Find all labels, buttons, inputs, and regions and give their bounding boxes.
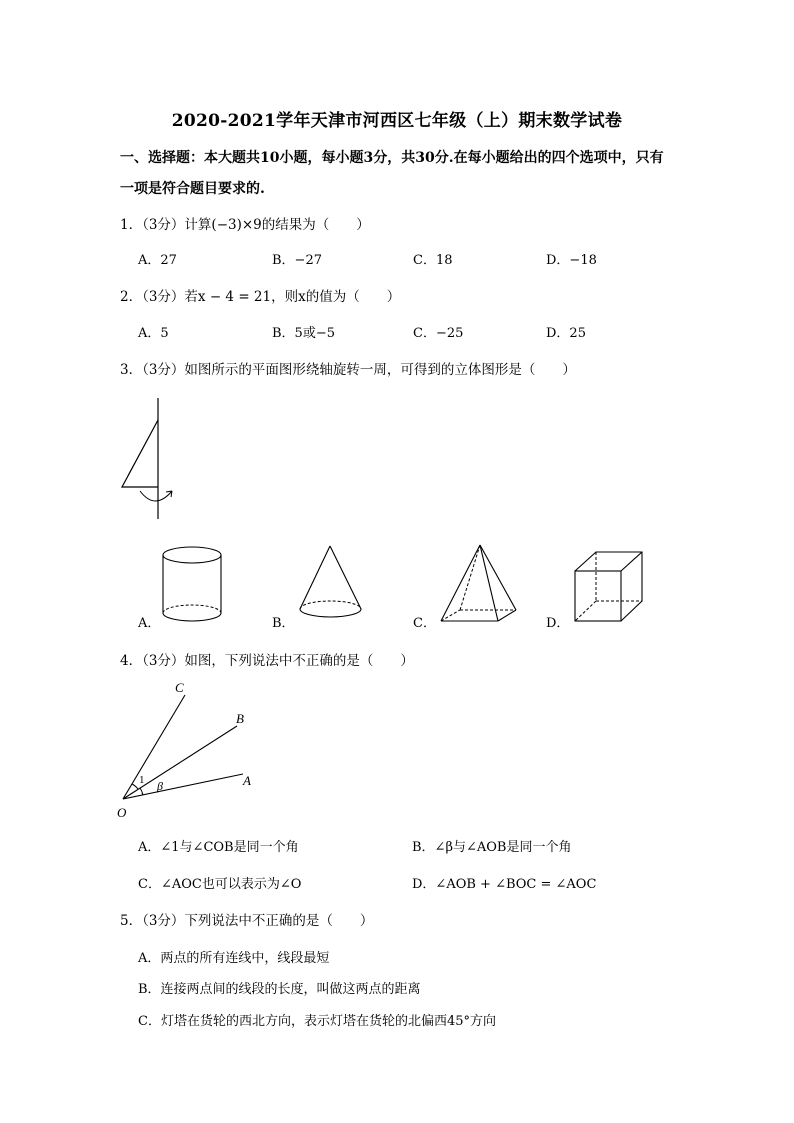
- q3-option-b: B．: [272, 616, 295, 631]
- q4-option-d: D．∠AOB + ∠BOC = ∠AOC: [412, 877, 597, 892]
- q3-option-d: D．: [546, 616, 570, 631]
- question-2-stem: 2．（3分）若x − 4 = 21，则x的值为（ ）: [120, 289, 401, 305]
- page-title: 2020-2021学年天津市河西区七年级（上）期末数学试卷: [171, 111, 623, 131]
- q2-option-c: C．−25: [413, 326, 464, 341]
- q2-option-a: A．5: [138, 326, 169, 341]
- label-c: C: [175, 680, 184, 695]
- q4-option-a: A．∠1与∠COB是同一个角: [138, 840, 299, 855]
- question-5-stem: 5．（3分）下列说法中不正确的是（ ）: [120, 913, 374, 929]
- cuboid-figure: [572, 549, 646, 625]
- label-a: A: [243, 773, 251, 788]
- q1-option-b: B．−27: [272, 253, 322, 268]
- angle-figure: [112, 678, 262, 822]
- rotation-axis-figure: [110, 395, 190, 523]
- section-heading-line1: 一、选择题：本大题共10小题，每小题3分，共30分.在每小题给出的四个选项中，只有: [120, 150, 664, 166]
- label-o: O: [117, 805, 127, 820]
- question-1-stem: 1．（3分）计算(−3)×9的结果为（ ）: [120, 217, 370, 233]
- label-beta: β: [157, 779, 163, 793]
- question-4-stem: 4．（3分）如图，下列说法中不正确的是（ ）: [120, 653, 414, 669]
- q4-option-c: C．∠AOC也可以表示为∠O: [138, 877, 302, 892]
- question-3-stem: 3．（3分）如图所示的平面图形绕轴旋转一周，可得到的立体图形是（ ）: [120, 362, 576, 378]
- q4-option-b: B．∠β与∠AOB是同一个角: [412, 840, 572, 855]
- q3-option-c: C．: [413, 616, 436, 631]
- q1-option-c: C．18: [413, 253, 453, 268]
- q5-option-c: C．灯塔在货轮的西北方向，表示灯塔在货轮的北偏西45°方向: [138, 1014, 496, 1029]
- cylinder-figure: [160, 545, 226, 627]
- q3-option-a: A．: [138, 616, 161, 631]
- q1-option-a: A．27: [138, 253, 177, 268]
- q5-option-b: B．连接两点间的线段的长度，叫做这两点的距离: [138, 982, 421, 997]
- q2-option-b: B．5或−5: [272, 326, 335, 341]
- q5-option-a: A．两点的所有连线中，线段最短: [138, 951, 330, 966]
- label-b: B: [236, 711, 244, 726]
- section-heading-line2: 一项是符合题目要求的.: [120, 181, 265, 197]
- label-angle-1: 1: [139, 774, 145, 786]
- pyramid-figure: [438, 542, 522, 626]
- cone-figure: [295, 543, 367, 627]
- q1-option-d: D．−18: [546, 253, 597, 268]
- q2-option-d: D．25: [546, 326, 586, 341]
